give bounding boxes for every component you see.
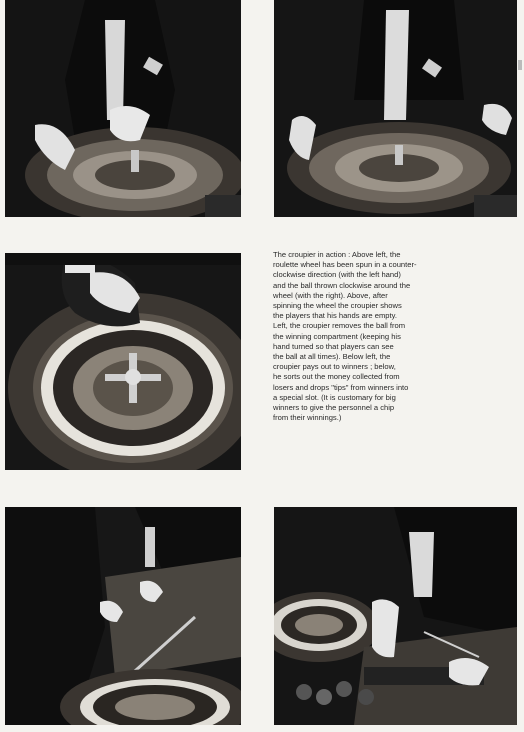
caption-line: winners to give the personnel a chip — [273, 403, 395, 413]
caption-line: the players that his hands are empty. — [273, 311, 397, 321]
caption-line: The croupier in action : Above left, the — [273, 250, 401, 259]
caption-line: Left, the croupier removes the ball from — [273, 321, 406, 331]
caption-line: the ball at all times). Below left, the — [273, 352, 391, 362]
caption-line: he sorts out the money collected from — [273, 372, 400, 382]
caption-line: croupier pays out to winners ; below, — [273, 362, 396, 372]
caption-line: wheel (with the right). Above, after — [273, 290, 388, 300]
caption-line: hand turned so that players can see — [273, 341, 394, 351]
caption-line: the winning compartment (keeping his — [273, 331, 401, 341]
caption-line: clockwise direction (with the left hand) — [273, 270, 401, 280]
photo-croupier-showing-hands — [274, 0, 517, 217]
photo-caption — [273, 250, 513, 423]
caption-line: roulette wheel has been spun in a counter- — [273, 260, 417, 270]
caption-line: spinning the wheel the croupier shows — [273, 301, 402, 311]
caption-line: losers and drops "tips" from winners into — [273, 382, 409, 392]
photo-croupier-sorting-money — [274, 507, 517, 725]
photo-croupier-spinning-wheel — [5, 0, 241, 217]
photo-croupier-removing-ball — [5, 253, 241, 470]
caption-line: a special slot. (It is customary for big — [273, 392, 396, 402]
photo-croupier-paying-winners — [5, 507, 241, 725]
page-edge-mark — [518, 60, 522, 70]
caption-line: and the ball thrown clockwise around the — [273, 280, 411, 290]
caption-line: from their winnings.) — [273, 413, 342, 423]
